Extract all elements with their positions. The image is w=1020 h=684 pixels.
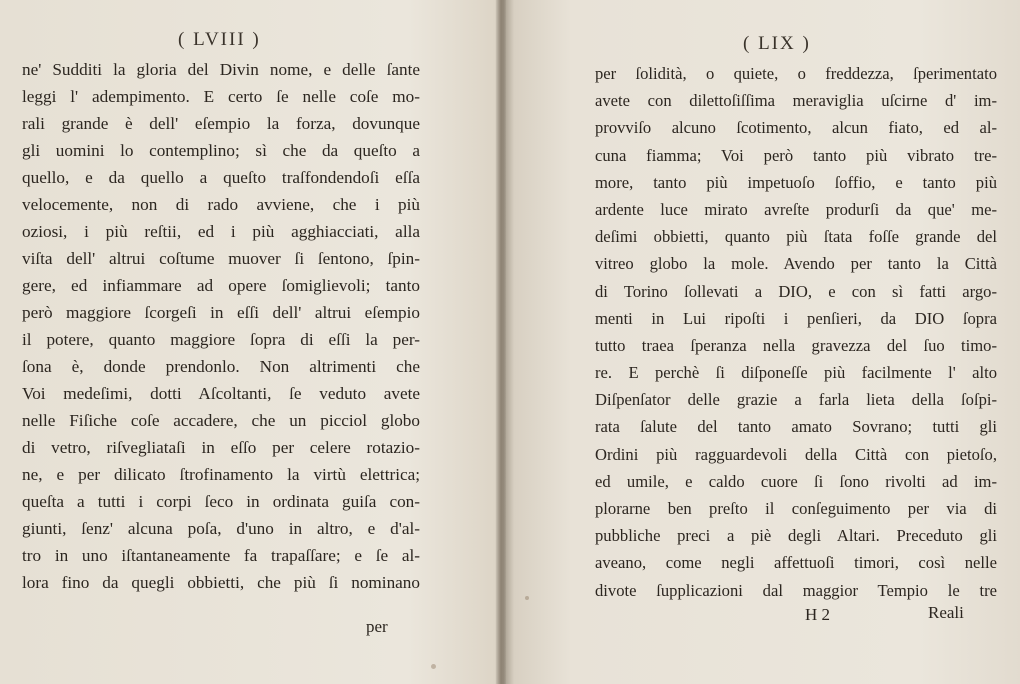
text-line: rata ſalute del tanto amato Sovrano; tutti gli <box>595 417 997 437</box>
text-line: ſona è, donde prendonlo. Non altrimenti che <box>22 357 420 376</box>
text-line: leggi l' adempimento. E certo ſe nelle coſe mo- <box>22 87 420 106</box>
text-line: di Torino ſollevati a DIO, e con sì fatti argo- <box>595 281 997 301</box>
text-line: queſta a tutti i corpi ſeco in ordinata guiſa con- <box>22 492 420 511</box>
text-line: tutto traea ſperanza nella gravezza del ſuo timo- <box>595 335 997 355</box>
text-line: divote ſupplicazioni dal maggior Tempio le tre <box>595 580 997 600</box>
text-line: Diſpenſator delle grazie a farla lieta della ſoſpi- <box>595 390 997 410</box>
text-line: ne, e per dilicato ſtrofinamento la virtù elettrica; <box>22 465 420 484</box>
text-line: oziosi, i più reſtii, ed i più agghiacciati, alla <box>22 222 420 241</box>
text-line: lora fino da quegli obbietti, che più ſi nominano <box>22 573 420 592</box>
page-number: ( LIX ) <box>743 33 811 54</box>
text-line: Ordini più ragguardevoli della Città con pietoſo, <box>595 444 997 464</box>
text-line: per ſolidità, o quiete, o freddezza, ſperimentato <box>595 64 997 83</box>
text-line: velocemente, non di rado avviene, che i più <box>22 195 420 214</box>
text-line: more, tanto più impetuoſo ſoffio, e tanto più <box>595 172 997 192</box>
text-line: menti in Lui ripoſti i penſieri, da DIO ſopra <box>595 308 997 328</box>
text-line: provviſo alcuno ſcotimento, alcun fiato, ed al- <box>595 118 997 138</box>
text-line: vitreo globo la mole. Avendo per tanto la Città <box>595 254 997 274</box>
text-line: plorarne ben preſto il conſeguimento per via di <box>595 499 997 518</box>
text-line: di vetro, riſvegliataſi in eſſo per celere rotazio- <box>22 438 420 457</box>
text-block <box>595 60 997 604</box>
paper-spot <box>525 596 529 600</box>
catchword: Reali <box>928 603 964 622</box>
right-page <box>505 0 1020 684</box>
catchword: per <box>366 617 388 636</box>
text-line: ne' Sudditi la gloria del Divin nome, e delle ſante <box>22 60 420 79</box>
text-line: però maggiore ſcorgeſi in eſſi dell' altrui eſempio <box>22 303 420 322</box>
text-line: Voi medeſimi, dotti Aſcoltanti, ſe veduto avete <box>22 384 420 403</box>
left-page <box>0 0 498 684</box>
text-line: quello, e da quello a queſto traſfondendoſi eſſa <box>22 168 420 187</box>
text-line: giunti, ſenz' alcuna poſa, d'uno in altro, e d'al- <box>22 519 420 538</box>
text-line: tro in uno iſtantaneamente fa trapaſſare; e ſe al- <box>22 546 420 565</box>
page-number: ( LVIII ) <box>178 29 261 50</box>
text-line: rali grande è dell' eſempio la forza, dovunque <box>22 114 420 133</box>
text-line: gli uomini lo contemplino; sì che da queſto a <box>22 141 420 160</box>
text-line: aveano, come negli affettuoſi timori, così nelle <box>595 553 997 573</box>
text-line: nelle Fiſiche coſe accadere, che un picciol globo <box>22 411 420 430</box>
text-block <box>22 56 420 596</box>
text-line: avete con dilettoſiſſima meraviglia uſcirne d' im- <box>595 91 997 111</box>
text-line: gere, ed infiammare ad opere ſomiglievoli; tanto <box>22 276 420 295</box>
text-line: pubbliche preci a piè degli Altari. Preceduto gli <box>595 526 997 546</box>
text-line: viſta dell' altrui coſtume muover ſi ſentono, ſpin- <box>22 249 420 268</box>
text-line: ardente luce mirato avreſte produrſi da que' me- <box>595 199 997 219</box>
text-line: deſimi obbietti, quanto più ſtata foſſe grande del <box>595 227 997 247</box>
paper-spot <box>431 664 436 669</box>
text-line: ed umile, e caldo cuore ſi ſono rivolti ad im- <box>595 471 997 491</box>
text-line: cuna fiamma; Voi però tanto più vibrato tre- <box>595 145 997 165</box>
text-line: re. E perchè ſi diſponeſſe più facilmente l' alto <box>595 363 997 383</box>
text-line: il potere, quanto maggiore ſopra di eſſi la per- <box>22 330 420 349</box>
signature-mark: H 2 <box>805 605 831 624</box>
